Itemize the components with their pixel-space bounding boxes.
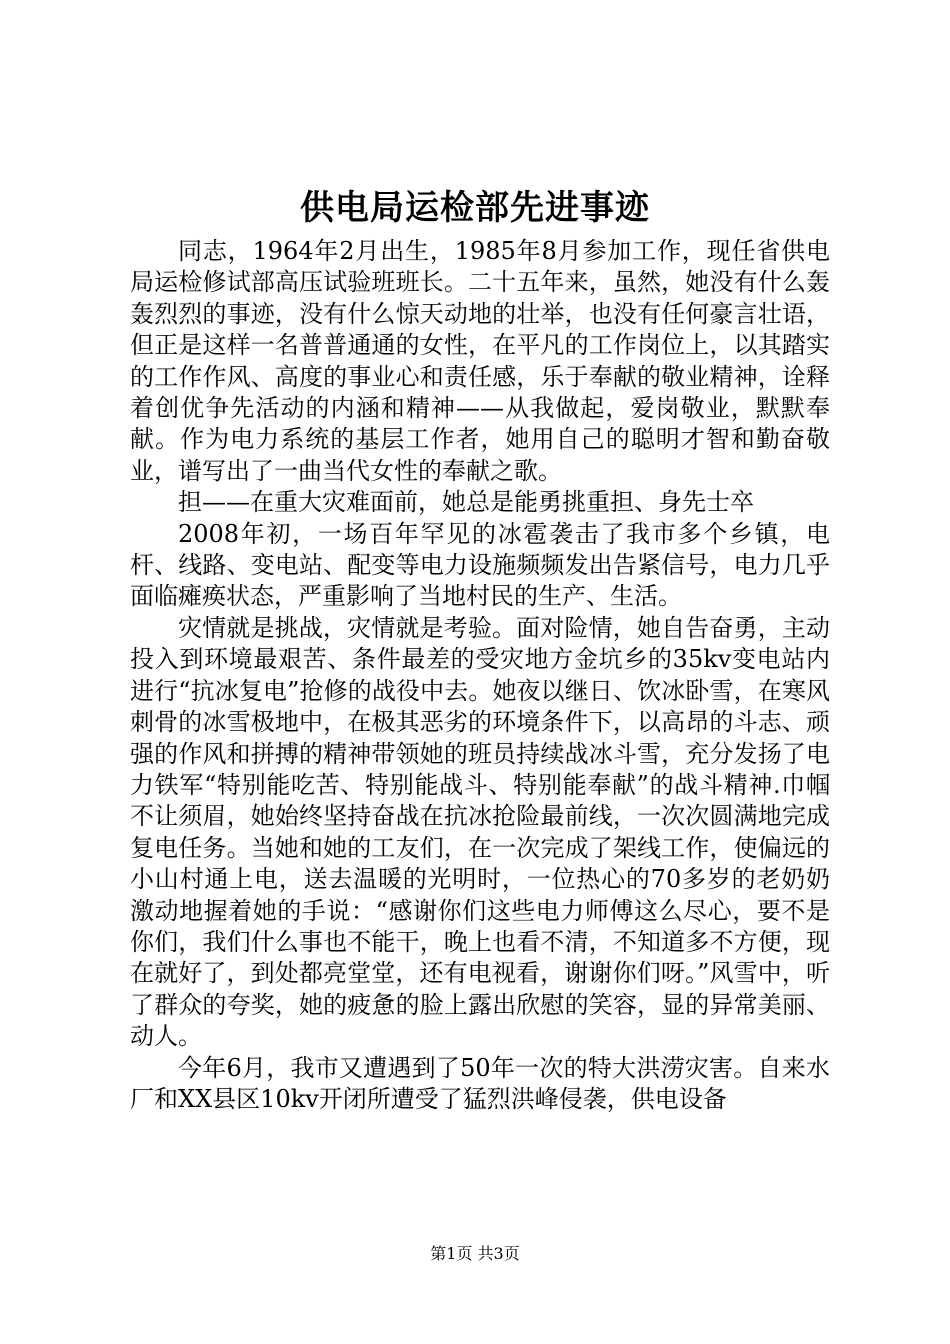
page-footer: 第1页 共3页	[430, 1244, 520, 1263]
document-title: 供电局运检部先进事迹	[300, 188, 650, 228]
paragraph-ice-disaster: 2008年初，一场百年罕见的冰雹袭击了我市多个乡镇，电杆、线路、变电站、配变等电力设施频频发出告紧信号，电力几乎面临瘫痪状态，严重影响了当地村民的生产、生活。	[130, 519, 830, 611]
paragraph-rescue: 灾情就是挑战，灾情就是考验。面对险情，她自告奋勇，主动投入到环境最艰苦、条件最差的受灾地方金坑乡的35kv变电站内进行“抗冰复电”抢修的战役中去。她夜以继日、饮冰卧雪，在寒风刺骨的冰雪极地中，在极其恶劣的环境条件下，以高昂的斗志、顽强的作风和拼搏的精神带领她的班员持续战冰斗雪，充分发扬了电力铁军“特别能吃苦、特别能战斗、特别能奉献”的战斗精神.巾帼不让须眉，她始终坚持奋战在抗冰抢险最前线，一次次圆满地完成复电任务。当她和她的工友们，在一次完成了架线工作，使偏远的小山村通上电，送去温暖的光明时，一位热心的70多岁的老奶奶激动地握着她的手说：“感谢你们这些电力师傅这么尽心，要不是你们，我们什么事也不能干，晚上也看不清，不知道多不方便，现在就好了，到处都亮堂堂，还有电视看，谢谢你们呀。”风雪中，听了群众的夸奖，她的疲惫的脸上露出欣慰的笑容，显的异常美丽、动人。	[130, 613, 830, 1051]
document-body	[130, 236, 830, 1115]
paragraph-intro: 同志，1964年2月出生，1985年8月参加工作，现任省供电局运检修试部高压试验班班长。二十五年来，虽然，她没有什么轰轰烈烈的事迹，没有什么惊天动地的壮举，也没有任何豪言壮语，但正是这样一名普普通通的女性，在平凡的工作岗位上，以其踏实的工作作风、高度的事业心和责任感，乐于奉献的敬业精神，诠释着创优争先活动的内涵和精神——从我做起，爱岗敬业，默默奉献。作为电力系统的基层工作者，她用自己的聪明才智和勤奋敬业，谱写出了一曲当代女性的奉献之歌。	[130, 237, 830, 485]
paragraph-flood: 今年6月，我市又遭遇到了50年一次的特大洪涝灾害。自来水厂和XX县区10kv开闭所遭受了猛烈洪峰侵袭，供电设备	[130, 1053, 830, 1113]
paragraph-section-heading: 担——在重大灾难面前，她总是能勇挑重担、身先士卒	[178, 488, 754, 517]
